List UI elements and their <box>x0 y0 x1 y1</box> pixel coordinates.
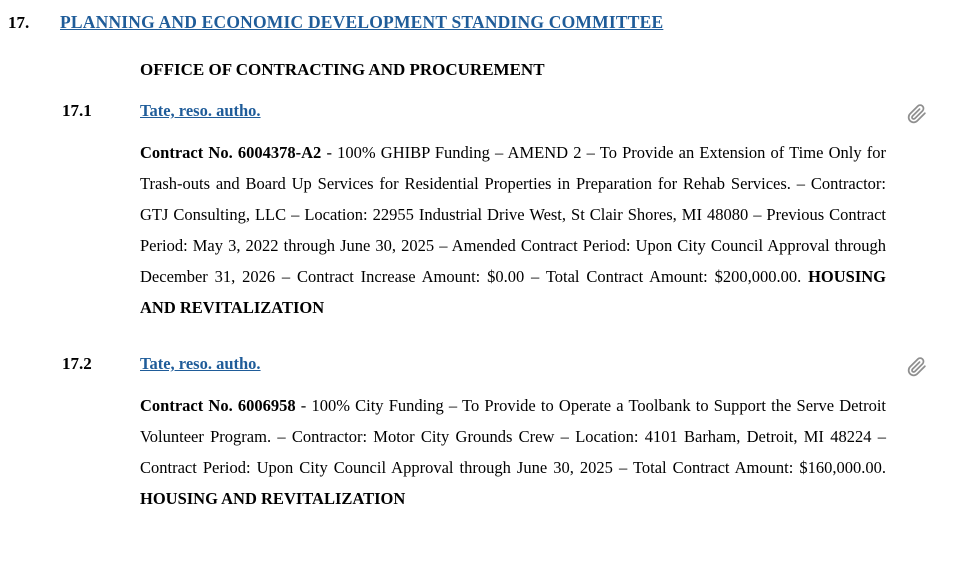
item-body <box>140 390 886 514</box>
paperclip-icon[interactable] <box>907 101 927 127</box>
item-number: 17.1 <box>62 101 92 120</box>
section-number: 17. <box>8 13 30 32</box>
contract-number: Contract No. 6004378-A2 <box>140 143 322 162</box>
department-name: HOUSING AND REVITALIZATION <box>140 489 406 508</box>
item-description: - 100% GHIBP Funding – AMEND 2 – To Provide an Extension of Time Only for Trash-outs and Board Up Services for Residential Properties in Preparation for Rehab Services. – Contractor: GTJ Consulting, LLC – Location: 22955 Industrial Drive West, St Clair Shores, MI 48080 – Previous Contract Period: May 3, 2022 through June 30, 2025 – Amended Contract Period: Upon City Council Approval through December 31, 2026 – Contract Increase Amount: $0.00 – Total Contract Amount: $200,000.00. <box>140 143 886 286</box>
item-link[interactable]: Tate, reso. autho. <box>140 354 261 373</box>
item-header <box>0 354 957 380</box>
office-heading: OFFICE OF CONTRACTING AND PROCUREMENT <box>140 60 545 79</box>
section-header <box>8 0 957 33</box>
paperclip-icon[interactable] <box>907 354 927 380</box>
item-description: - 100% City Funding – To Provide to Operate a Toolbank to Support the Serve Detroit Volunteer Program. – Contractor: Motor City Grounds Crew – Location: 4101 Barham, Detroit, MI 48224 – Contract Period: Upon City Council Approval through June 30, 2025 – Total Contract Amount: $160,000.00. <box>140 396 886 477</box>
section-title-link[interactable]: PLANNING AND ECONOMIC DEVELOPMENT STANDING COMMITTEE <box>60 12 664 32</box>
contract-number: Contract No. 6006958 <box>140 396 296 415</box>
agenda-item-17-2 <box>0 354 957 514</box>
department-name: HOUSING AND REVITALIZATION <box>140 267 886 317</box>
item-number: 17.2 <box>62 354 92 373</box>
item-body <box>140 137 886 323</box>
item-link[interactable]: Tate, reso. autho. <box>140 101 261 120</box>
item-header <box>0 101 957 127</box>
agenda-item-17-1 <box>0 101 957 323</box>
